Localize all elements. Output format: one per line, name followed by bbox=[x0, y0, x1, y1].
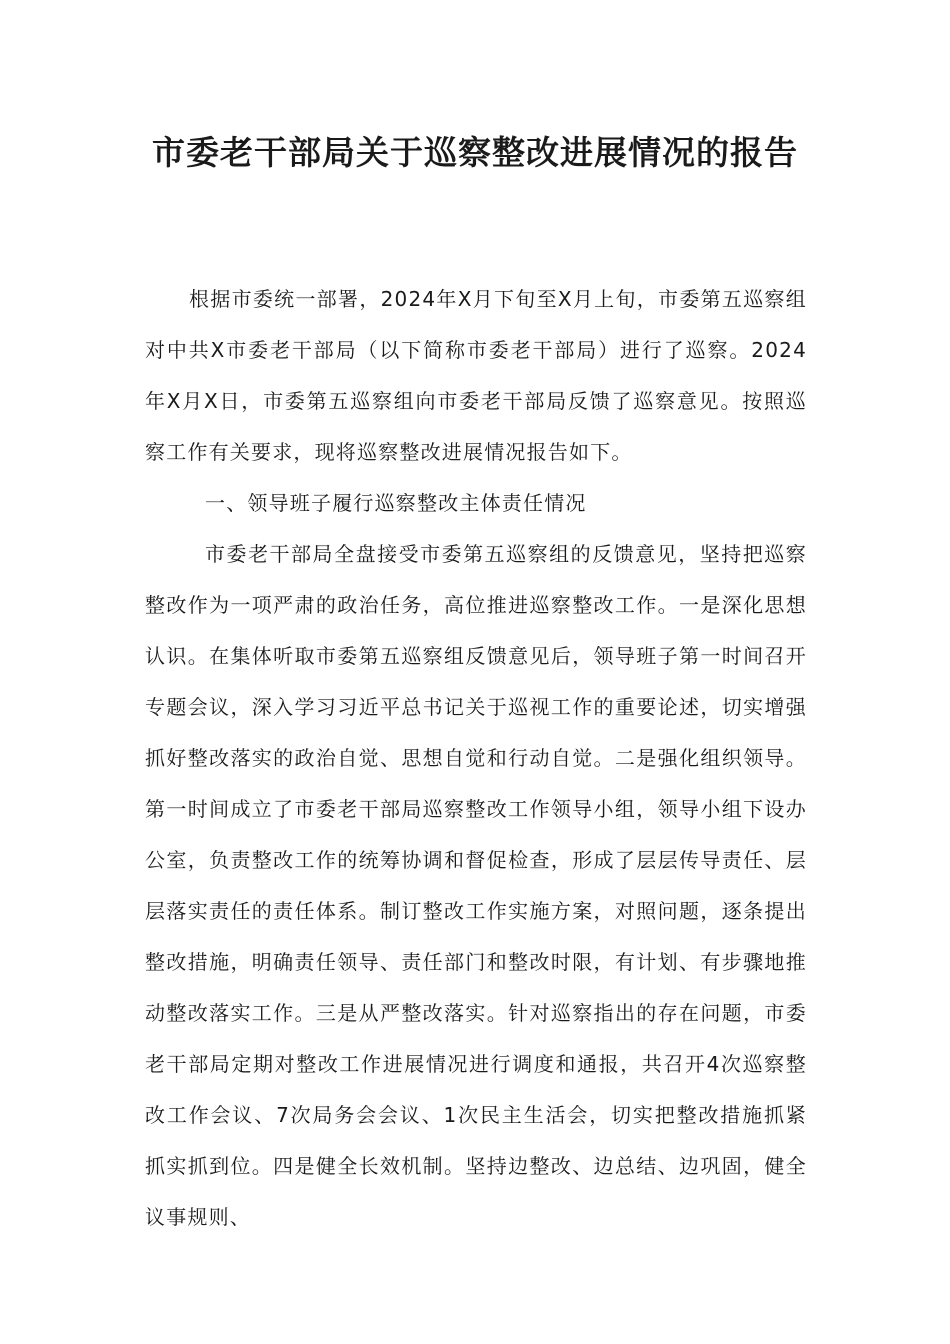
document-title: 市委老干部局关于巡察整改进展情况的报告 bbox=[152, 133, 798, 172]
intro-paragraph: 根据市委统一部署，2024年X月下旬至X月上旬，市委第五巡察组对中共X市委老干部局（以下简称市委老干部局）进行了巡察。2024年X月X日，市委第五巡察组向市委老干部局反馈了巡察意见。按照巡察工作有关要求，现将巡察整改进展情况报告如下。 bbox=[145, 287, 807, 464]
section-heading: 一、领导班子履行巡察整改主体责任情况 bbox=[205, 491, 587, 515]
section-paragraph: 市委老干部局全盘接受市委第五巡察组的反馈意见，坚持把巡察整改作为一项严肃的政治任务，高位推进巡察整改工作。一是深化思想认识。在集体听取市委第五巡察组反馈意见后，领导班子第一时间召开专题会议，深入学习习近平总书记关于巡视工作的重要论述，切实增强抓好整改落实的政治自觉、思想自觉和行动自觉。二是强化组织领导。第一时间成立了市委老干部局巡察整改工作领导小组，领导小组下设办公室，负责整改工作的统筹协调和督促检查，形成了层层传导责任、层层落实责任的责任体系。制订整改工作实施方案，对照问题，逐条提出整改措施，明确责任领导、责任部门和整改时限，有计划、有步骤地推动整改落实工作。三是从严整改落实。针对巡察指出的存在问题，市委老干部局定期对整改工作进展情况进行调度和通报，共召开4次巡察整改工作会议、7次局务会会议、1次民主生活会，切实把整改措施抓紧抓实抓到位。四是健全长效机制。坚持边整改、边总结、边巩固，健全议事规则、 bbox=[145, 542, 807, 1229]
document-body bbox=[145, 274, 807, 1243]
